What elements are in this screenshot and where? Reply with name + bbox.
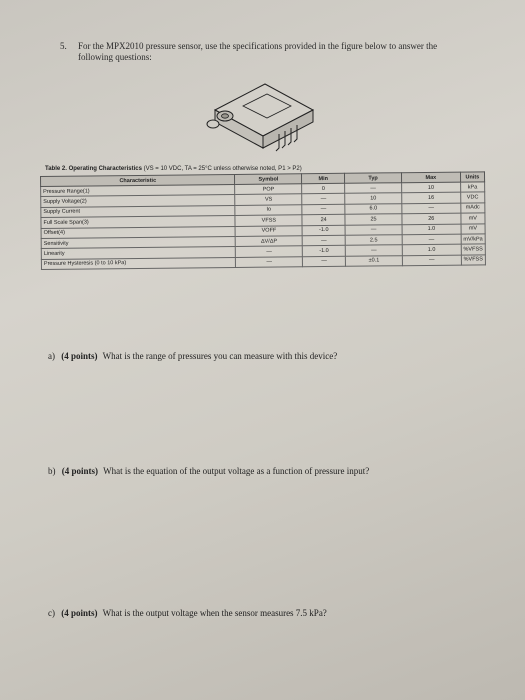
cell-min: -1.0 — [303, 246, 346, 257]
table-caption-title: Table 2. Operating Characteristics — [45, 166, 142, 172]
cell-symbol: — — [236, 256, 303, 267]
cell-units: mV/kPa — [461, 234, 485, 245]
cell-typ: — — [345, 224, 402, 235]
cell-typ: 25 — [345, 214, 402, 225]
part-b-label: b) — [48, 466, 56, 476]
table-caption-conditions: (VS = 10 VDC, TA = 25°C unless otherwise noted, P1 > P2) — [141, 166, 302, 172]
cell-typ: ±0.1 — [345, 255, 402, 266]
cell-max: — — [402, 203, 461, 214]
part-c-points: (4 points) — [61, 608, 98, 618]
cell-typ: 10 — [345, 193, 402, 204]
part-c-text: What is the output voltage when the sensor measures 7.5 kPa? — [102, 608, 327, 618]
cell-symbol: ΔV/ΔP — [236, 236, 303, 247]
cell-max: 26 — [402, 213, 461, 224]
header-min: Min — [302, 173, 345, 183]
question-number: 5. — [60, 41, 67, 51]
cell-symbol: VOFF — [236, 225, 303, 236]
cell-min: — — [302, 235, 345, 246]
header-characteristic: Characteristic — [41, 174, 236, 186]
cell-characteristic: Pressure Hysteresis (0 to 10 kPa) — [41, 257, 236, 269]
cell-typ: — — [345, 245, 402, 256]
cell-typ: 2.5 — [345, 235, 402, 246]
cell-typ: 6.0 — [345, 203, 402, 214]
cell-symbol: — — [236, 246, 303, 257]
cell-typ: — — [345, 183, 402, 194]
cell-max: — — [402, 255, 461, 266]
cell-max: — — [402, 234, 461, 245]
cell-max: 16 — [402, 192, 461, 203]
question-part-c — [48, 608, 327, 618]
cell-units: kPa — [460, 182, 484, 193]
cell-symbol: POP — [235, 184, 302, 195]
cell-characteristic: Offset(4) — [41, 226, 236, 238]
question-part-b — [48, 466, 369, 476]
cell-characteristic: Sensitivity — [41, 236, 236, 248]
header-symbol: Symbol — [235, 174, 302, 185]
cell-units: VDC — [460, 192, 484, 203]
cell-min: 0 — [302, 183, 345, 194]
cell-units: mV — [461, 223, 485, 234]
cell-min: -1.0 — [302, 225, 345, 236]
operating-characteristics-table — [40, 171, 486, 270]
part-a-points: (4 points) — [61, 351, 98, 361]
part-a-label: a) — [48, 351, 55, 361]
part-c-label: c) — [48, 608, 55, 618]
table-caption — [45, 166, 302, 172]
cell-characteristic: Full Scale Span(3) — [41, 216, 236, 228]
cell-min: — — [303, 256, 346, 267]
cell-units: %VFSS — [461, 244, 485, 255]
cell-min: — — [302, 194, 345, 205]
cell-symbol: VS — [235, 194, 302, 205]
part-b-points: (4 points) — [61, 466, 99, 476]
cell-characteristic: Linearity — [41, 247, 236, 259]
header-max: Max — [401, 172, 460, 183]
cell-max: 1.0 — [402, 224, 461, 235]
cell-characteristic: Pressure Range(1) — [41, 184, 236, 196]
cell-symbol: VFSS — [235, 215, 302, 226]
sensor-package-drawing-icon — [195, 72, 335, 167]
cell-characteristic: Supply Current — [41, 205, 236, 217]
cell-units: %VFSS — [461, 255, 485, 266]
cell-min: — — [302, 204, 345, 215]
cell-units: mV — [461, 213, 485, 224]
cell-units: mAdc — [461, 203, 485, 214]
cell-max: 10 — [402, 182, 461, 193]
cell-max: 1.0 — [402, 244, 461, 255]
header-typ: Typ — [345, 173, 402, 184]
cell-symbol: Io — [235, 205, 302, 216]
cell-min: 24 — [302, 214, 345, 225]
question-part-a — [48, 351, 337, 361]
part-b-text: What is the equation of the output voltage as a function of pressure input? — [103, 466, 370, 476]
cell-characteristic: Supply Voltage(2) — [41, 195, 236, 207]
part-a-text: What is the range of pressures you can measure with this device? — [102, 351, 338, 361]
header-units: Units — [460, 172, 484, 182]
question-intro: For the MPX2010 pressure sensor, use the specifications provided in the figure below to answer the following questions: — [78, 41, 438, 62]
